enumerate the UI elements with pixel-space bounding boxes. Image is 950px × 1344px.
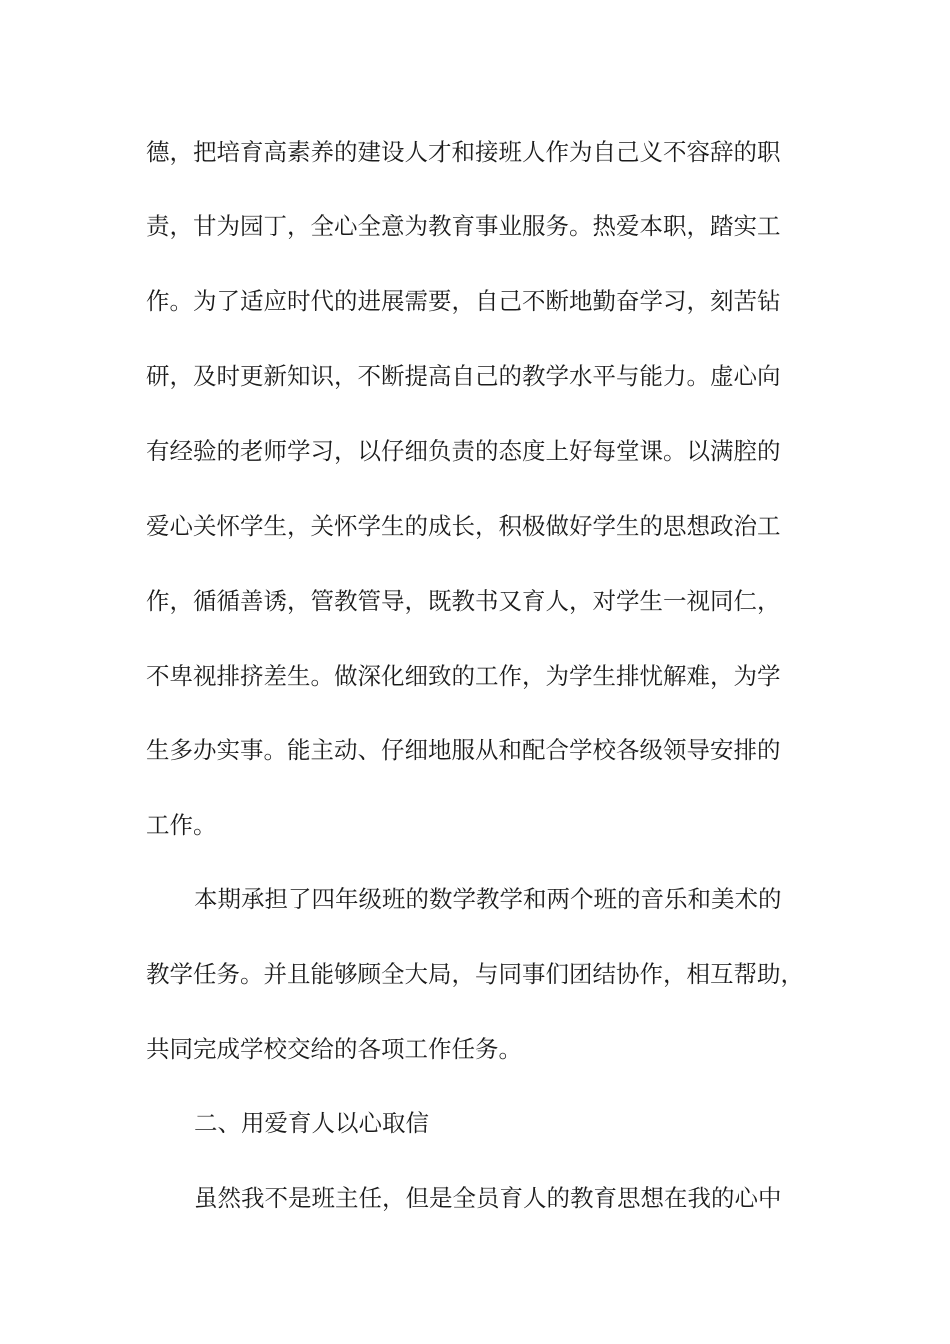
paragraph-line: 教学任务。并且能够顾全大局，与同事们团结协作，相互帮助， <box>146 960 804 988</box>
paragraph-line: 生多办实事。能主动、仔细地服从和配合学校各级领导安排的 <box>146 736 781 764</box>
paragraph-line: 共同完成学校交给的各项工作任务。 <box>146 1035 522 1063</box>
paragraph-line: 作。为了适应时代的进展需要，自己不断地勤奋学习，刻苦钻 <box>146 287 781 315</box>
paragraph-line: 责，甘为园丁，全心全意为教育事业服务。热爱本职，踏实工 <box>146 212 781 240</box>
paragraph-line: 作，循循善诱，管教管导，既教书又育人，对学生一视同仁， <box>146 587 781 615</box>
paragraph-line: 本期承担了四年级班的数学教学和两个班的音乐和美术的 <box>194 885 782 913</box>
paragraph-line: 有经验的老师学习，以仔细负责的态度上好每堂课。以满腔的 <box>146 437 781 465</box>
paragraph-line: 研，及时更新知识，不断提高自己的教学水平与能力。虚心向 <box>146 362 781 390</box>
paragraph-line: 虽然我不是班主任，但是全员育人的教育思想在我的心中 <box>194 1184 782 1212</box>
paragraph-line: 工作。 <box>146 811 217 839</box>
section-heading: 二、用爱育人以心取信 <box>194 1109 429 1137</box>
paragraph-line: 爱心关怀学生，关怀学生的成长，积极做好学生的思想政治工 <box>146 512 781 540</box>
paragraph-line: 德，把培育高素养的建设人才和接班人作为自己义不容辞的职 <box>146 138 781 166</box>
paragraph-line: 不卑视排挤差生。做深化细致的工作，为学生排忧解难，为学 <box>146 662 781 690</box>
